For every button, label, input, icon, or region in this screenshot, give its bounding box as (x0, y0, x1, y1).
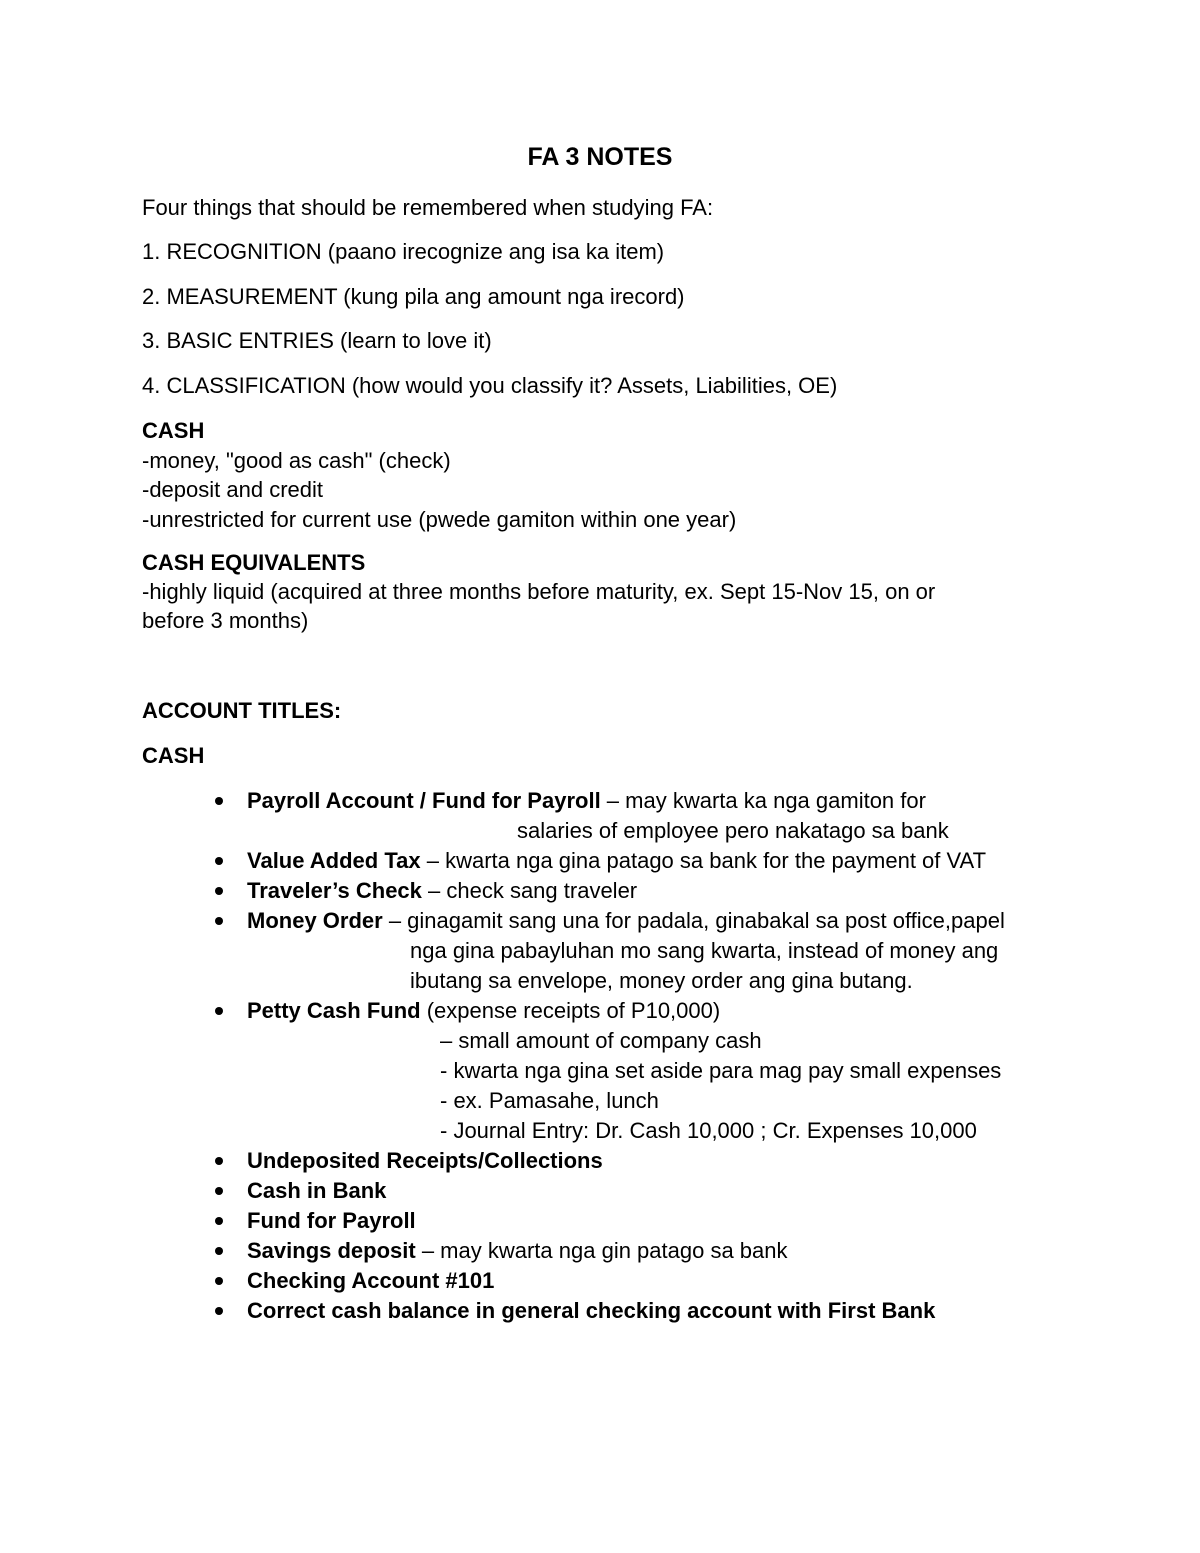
bullet-icon (215, 857, 223, 865)
list-item (212, 1296, 1112, 1326)
item-term: Cash in Bank (247, 1178, 387, 1203)
list-item (212, 996, 1112, 1146)
item-continuation: – small amount of company cash (440, 1028, 762, 1053)
bullet-icon (215, 1187, 223, 1195)
cash-equivalents-line-2: before 3 months) (142, 608, 309, 633)
item-desc: – ginagamit sang una for padala, ginabakal sa post office,papel (382, 908, 1005, 933)
account-titles-list (212, 786, 1112, 1326)
item-term: Payroll Account / Fund for Payroll (247, 788, 601, 813)
item-term: Money Order (247, 908, 383, 933)
numbered-item-2: 2. MEASUREMENT (kung pila ang amount nga irecord) (142, 284, 685, 309)
item-term: Checking Account #101 (247, 1268, 495, 1293)
bullet-icon (215, 1007, 223, 1015)
cash-line-3: -unrestricted for current use (pwede gamiton within one year) (142, 507, 737, 532)
bullet-icon (215, 1277, 223, 1285)
list-item (212, 1146, 1112, 1176)
list-item (212, 786, 1112, 846)
bullet-icon (215, 797, 223, 805)
bullet-icon (215, 917, 223, 925)
item-continuation: nga gina pabayluhan mo sang kwarta, instead of money ang (410, 938, 999, 963)
cash-line-1: -money, "good as cash" (check) (142, 448, 451, 473)
item-term: Fund for Payroll (247, 1208, 416, 1233)
item-desc: (expense receipts of P10,000) (420, 998, 721, 1023)
item-term: Value Added Tax (247, 848, 421, 873)
list-item (212, 1206, 1112, 1236)
numbered-item-3: 3. BASIC ENTRIES (learn to love it) (142, 328, 492, 353)
cash-heading: CASH (142, 418, 205, 443)
item-continuation: ibutang sa envelope, money order ang gina butang. (410, 968, 913, 993)
item-desc: – check sang traveler (421, 878, 638, 903)
item-continuation: salaries of employee pero nakatago sa bank (517, 818, 949, 843)
item-term: Correct cash balance in general checking account with First Bank (247, 1298, 936, 1323)
list-item (212, 1176, 1112, 1206)
list-item (212, 876, 1112, 906)
bullet-icon (215, 1247, 223, 1255)
item-term: Petty Cash Fund (247, 998, 421, 1023)
bullet-icon (215, 887, 223, 895)
bullet-icon (215, 1217, 223, 1225)
cash-equivalents-heading: CASH EQUIVALENTS (142, 550, 366, 575)
cash-line-2: -deposit and credit (142, 477, 323, 502)
cash-equivalents-line-1: -highly liquid (acquired at three months before maturity, ex. Sept 15-Nov 15, on or (142, 579, 936, 604)
item-continuation: - kwarta nga gina set aside para mag pay small expenses (440, 1058, 1002, 1083)
list-item (212, 846, 1112, 876)
item-term: Undeposited Receipts/Collections (247, 1148, 603, 1173)
numbered-item-4: 4. CLASSIFICATION (how would you classify it? Assets, Liabilities, OE) (142, 373, 838, 398)
account-titles-heading: ACCOUNT TITLES: (142, 698, 342, 723)
item-desc: – may kwarta nga gin patago sa bank (415, 1238, 788, 1263)
bullet-icon (215, 1307, 223, 1315)
item-term: Savings deposit (247, 1238, 416, 1263)
list-item (212, 906, 1112, 996)
item-continuation: - Journal Entry: Dr. Cash 10,000 ; Cr. Expenses 10,000 (440, 1118, 977, 1143)
item-desc: – may kwarta ka nga gamiton for (600, 788, 926, 813)
list-item (212, 1236, 1112, 1266)
item-desc: – kwarta nga gina patago sa bank for the payment of VAT (420, 848, 987, 873)
bullet-icon (215, 1157, 223, 1165)
item-continuation: - ex. Pamasahe, lunch (440, 1088, 659, 1113)
list-item (212, 1266, 1112, 1296)
intro-text: Four things that should be remembered when studying FA: (142, 195, 714, 220)
account-titles-subheading: CASH (142, 743, 205, 768)
numbered-item-1: 1. RECOGNITION (paano irecognize ang isa ka item) (142, 239, 665, 264)
item-term: Traveler’s Check (247, 878, 422, 903)
page-title: FA 3 NOTES (527, 143, 673, 171)
